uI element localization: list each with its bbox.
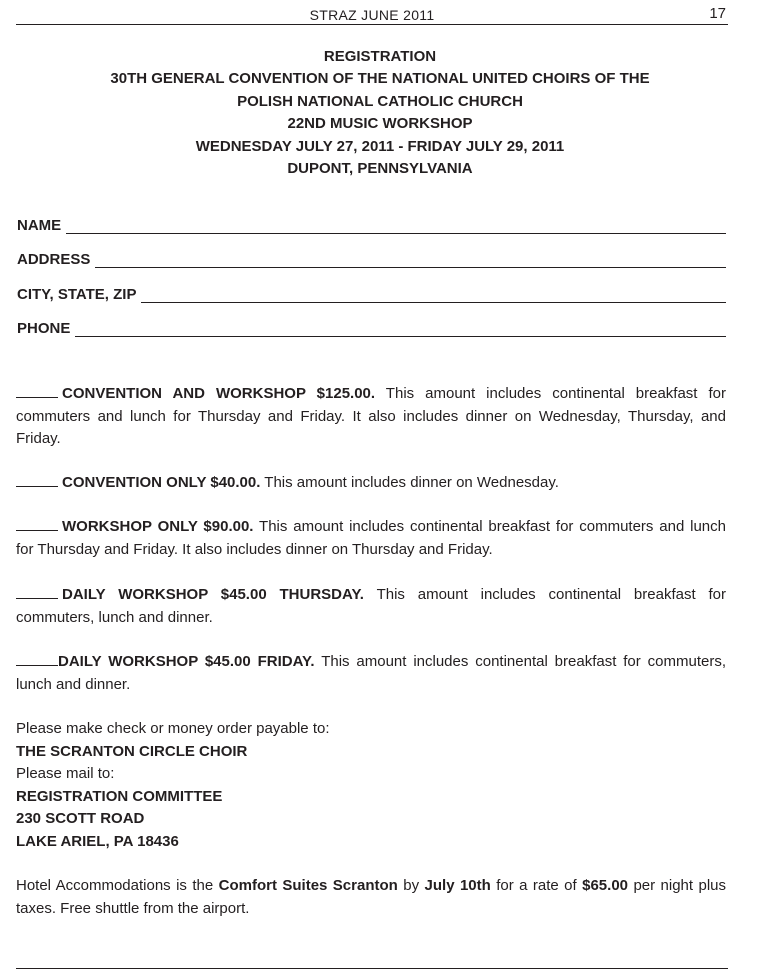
option-description: This amount includes continental breakfast for commuters and lunch for Thursday and Friday. It also includes dinner on Wednesday, Thursday, and Friday.	[16, 385, 726, 447]
address-label: ADDRESS	[17, 251, 91, 268]
hotel-text: by	[397, 877, 425, 894]
city-state-zip-label: CITY, STATE, ZIP	[17, 286, 137, 303]
option-convention-only	[16, 472, 726, 495]
option-description: This amount includes continental breakfast for commuters, lunch and dinner.	[16, 586, 726, 626]
address-blank-line[interactable]	[95, 251, 726, 268]
registration-heading	[0, 46, 760, 180]
mail-intro: Please mail to:	[16, 765, 115, 782]
phone-blank-line[interactable]	[75, 320, 726, 337]
hotel-text: for a rate of	[490, 877, 583, 894]
address-field[interactable]	[17, 248, 726, 268]
option-title: CONVENTION ONLY $40.00.	[62, 474, 261, 491]
heading-line: DUPONT, PENNSYLVANIA	[287, 160, 473, 178]
phone-field[interactable]	[17, 317, 726, 337]
payment-instructions	[16, 718, 726, 853]
option-description: This amount includes continental breakfast for commuters, lunch and dinner.	[16, 653, 726, 693]
heading-line: POLISH NATIONAL CATHOLIC CHURCH	[237, 92, 523, 110]
heading-line: 22ND MUSIC WORKSHOP	[287, 115, 473, 133]
name-label: NAME	[17, 217, 62, 234]
option-daily-friday	[16, 651, 726, 696]
option-title: DAILY WORKSHOP $45.00 THURSDAY.	[62, 586, 364, 603]
name-field[interactable]	[17, 214, 726, 234]
heading-line: REGISTRATION	[323, 48, 437, 65]
hotel-text: per night plus taxes. Free shuttle from the airport.	[16, 877, 727, 917]
hotel-accommodations	[16, 875, 726, 920]
option-title: DAILY WORKSHOP $45.00 FRIDAY.	[58, 653, 315, 670]
city-state-zip-field[interactable]	[17, 283, 726, 303]
option-workshop-only	[16, 516, 726, 561]
option-convention-and-workshop	[16, 383, 726, 451]
page-number: 17	[709, 5, 726, 22]
option-description: This amount includes continental breakfast for commuters and lunch for Thursday and Friday. It also includes dinner on Thursday and Friday.	[16, 518, 726, 558]
option-title: CONVENTION AND WORKSHOP $125.00.	[62, 385, 376, 402]
page-header	[16, 4, 728, 25]
publication-title: STRAZ JUNE 2011	[309, 7, 435, 23]
mailing-address-line: REGISTRATION COMMITTEE	[16, 787, 223, 805]
option-checkbox-blank[interactable]	[16, 652, 58, 666]
mailing-address-line: 230 SCOTT ROAD	[16, 810, 145, 827]
hotel-name: Comfort Suites Scranton	[218, 877, 398, 894]
hotel-rate: $65.00	[582, 877, 629, 894]
option-checkbox-blank[interactable]	[16, 473, 58, 487]
option-title: WORKSHOP ONLY $90.00.	[62, 518, 254, 535]
option-checkbox-blank[interactable]	[16, 384, 58, 398]
option-checkbox-blank[interactable]	[16, 585, 58, 599]
mailing-address-line: LAKE ARIEL, PA 18436	[16, 832, 179, 850]
name-blank-line[interactable]	[66, 217, 726, 234]
option-description: This amount includes dinner on Wednesday.	[260, 474, 559, 491]
city-state-zip-blank-line[interactable]	[141, 286, 726, 303]
phone-label: PHONE	[17, 320, 71, 337]
heading-line: 30TH GENERAL CONVENTION OF THE NATIONAL UNITED CHOIRS OF THE	[110, 70, 650, 88]
hotel-text: Hotel Accommodations is the	[16, 877, 219, 894]
payable-intro: Please make check or money order payable to:	[16, 720, 330, 737]
option-daily-thursday	[16, 584, 726, 629]
footer-divider	[16, 968, 728, 969]
option-checkbox-blank[interactable]	[16, 517, 58, 531]
payee-name: THE SCRANTON CIRCLE CHOIR	[16, 742, 248, 760]
hotel-deadline: July 10th	[424, 877, 491, 894]
heading-line: WEDNESDAY JULY 27, 2011 - FRIDAY JULY 29, 2011	[195, 137, 565, 155]
